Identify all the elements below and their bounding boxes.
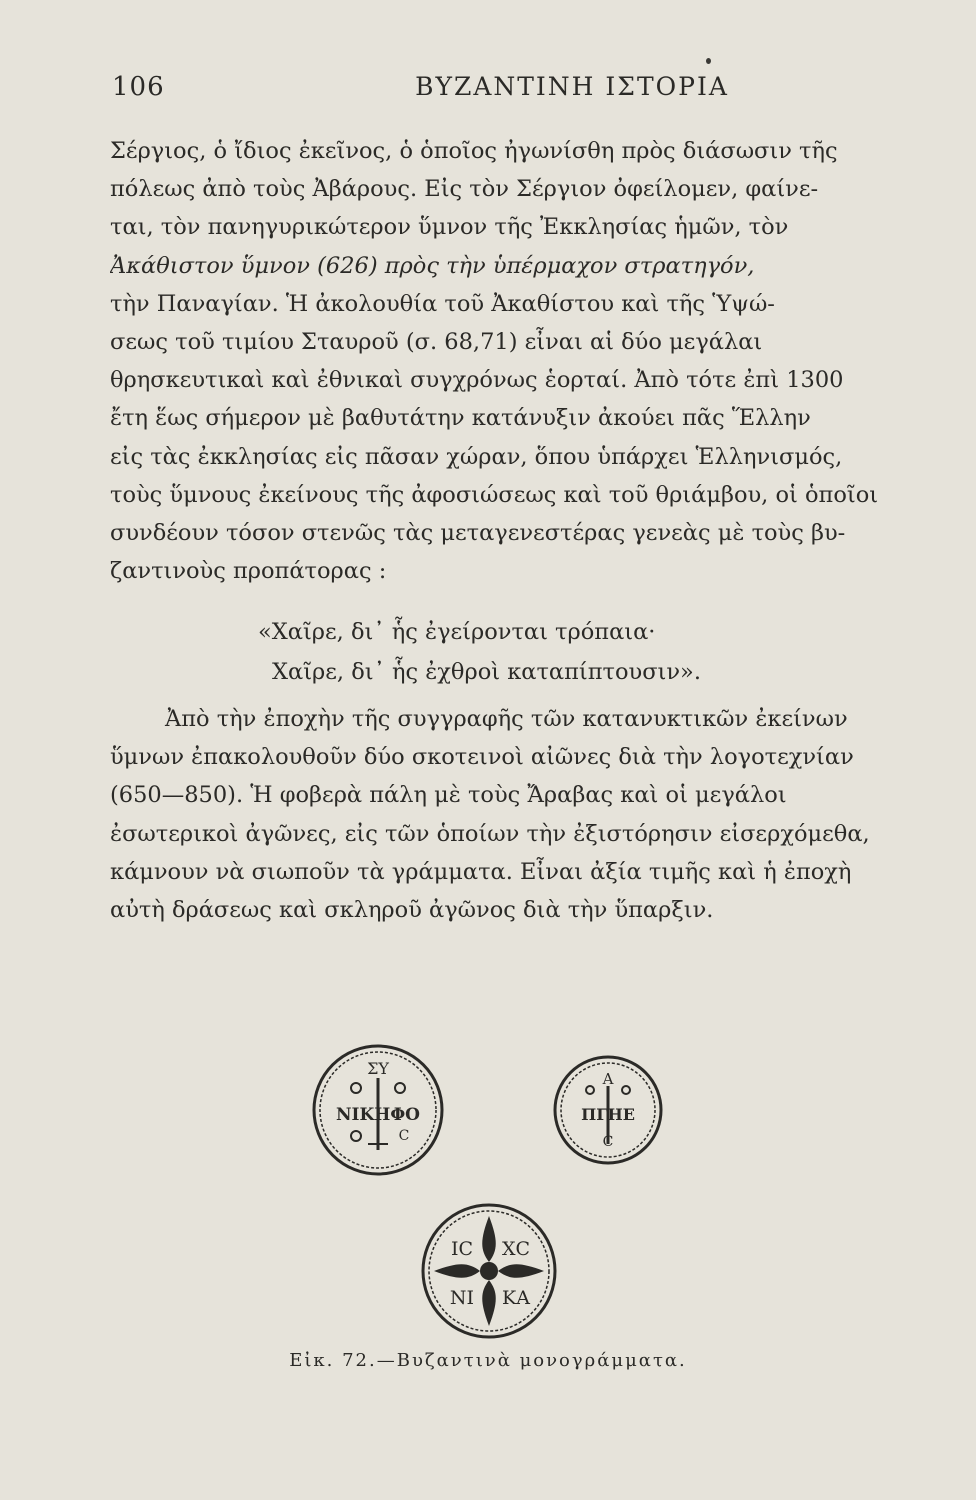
text-line: αὐτὴ δράσεως καὶ σκληροῦ ἀγῶνος διὰ τὴν ὕπαρξιν. xyxy=(110,896,714,923)
monogram-cross-bl: ΝΙ xyxy=(449,1287,475,1309)
text-line: πόλεως ἀπὸ τοὺς Ἀβάρους. Εἰς τὸν Σέργιον ὀφείλομεν, φαίνε- xyxy=(110,176,819,203)
text-line: συνδέουν τόσον στενῶς τὰς μεταγενεστέρας γενεὰς μὲ τοὺς βυ- xyxy=(110,519,846,546)
monogram-right-bottom: C xyxy=(602,1134,614,1150)
monogram-right-row: ΠΓΗΕ xyxy=(581,1105,635,1124)
text-line: Σέργιος, ὁ ἴδιος ἐκεῖνος, ὁ ὁποῖος ἠγωνίσθη πρὸς διάσωσιν τῆς xyxy=(110,138,838,164)
text-line: ἔτη ἕως σήμερον μὲ βαθυτάτην κατάνυξιν ἀκούει πᾶς Ἕλλην xyxy=(110,405,811,432)
monogram-cross-tr: ΧC xyxy=(501,1238,531,1260)
quote-line: «Χαῖρε, δι᾿ ἧς ἐγείρονται τρόπαια· xyxy=(258,619,656,645)
monogram-right-top: Α xyxy=(602,1070,614,1088)
monogram-left-bottom: C xyxy=(398,1128,410,1144)
text-line: σεως τοῦ τιμίου Σταυροῦ (σ. 68,71) εἶναι αἱ δύο μεγάλαι xyxy=(110,328,763,355)
running-title: ΒΥΖΑΝΤΙΝΗ ΙΣΤΟΡΙΑ xyxy=(415,72,729,101)
monograms-figure xyxy=(0,1030,976,1390)
figure-caption: Εἰκ. 72.—Βυζαντινὰ μονογράμματα. xyxy=(289,1350,687,1371)
text-line: κάμνουν νὰ σιωποῦν τὰ γράμματα. Εἶναι ἀξία τιμῆς καὶ ἡ ἐποχὴ xyxy=(110,858,852,885)
monogram-cross-tl: ΙC xyxy=(450,1238,474,1260)
text-line: τοὺς ὕμνους ἐκείνους τῆς ἀφοσιώσεως καὶ τοῦ θριάμβου, οἱ ὁποῖοι xyxy=(110,481,879,508)
paragraph-2 xyxy=(110,700,900,929)
monogram-cross-br: ΚΑ xyxy=(502,1287,530,1309)
quote-line: Χαῖρε, δι᾿ ἧς ἐχθροὶ καταπίπτουσιν». xyxy=(272,659,701,685)
paragraph-1 xyxy=(110,132,900,590)
text-line: εἰς τὰς ἐκκλησίας εἰς πᾶσαν χώραν, ὅπου ὑπάρχει Ἑλληνισμός, xyxy=(110,443,843,470)
monogram-left-top: ΣΥ xyxy=(367,1059,389,1078)
text-line: Ἀπὸ τὴν ἐποχὴν τῆς συγγραφῆς τῶν κατανυκτικῶν ἐκείνων xyxy=(165,706,848,732)
monogram-left-image xyxy=(308,1040,448,1180)
monogram-right-image xyxy=(550,1052,666,1168)
text-line: τὴν Παναγίαν. Ἡ ἀκολουθία τοῦ Ἀκαθίστου καὶ τῆς Ὑψώ- xyxy=(110,290,775,317)
text-line: (650—850). Ἡ φοβερὰ πάλη μὲ τοὺς Ἄραβας καὶ οἱ μεγάλοι xyxy=(110,782,787,809)
monogram-left-row: ΝΙΚΗΦΟ xyxy=(336,1105,420,1125)
hymn-quote xyxy=(110,612,900,692)
page-number: 106 xyxy=(112,72,165,102)
text-line: ὕμνων ἐπακολουθοῦν δύο σκοτεινοὶ αἰῶνες διὰ τὴν λογοτεχνίαν xyxy=(110,744,854,771)
text-line: ἐσωτερικοὶ ἀγῶνες, εἰς τῶν ὁποίων τὴν ἐξιστόρησιν εἰσερχόμεθα, xyxy=(110,820,870,847)
text-line: θρησκευτικαὶ καὶ ἐθνικαὶ συγχρόνως ἑορταί. Ἀπὸ τότε ἐπὶ 1300 xyxy=(110,367,844,394)
page-header xyxy=(112,72,902,112)
print-speck xyxy=(706,58,711,64)
text-line: Ἀκάθιστον ὕμνον (626) πρὸς τὴν ὑπέρμαχον στρατηγόν, xyxy=(110,252,755,279)
text-line: ζαντινοὺς προπάτορας : xyxy=(110,558,387,585)
text-line: ται, τὸν πανηγυρικώτερον ὕμνον τῆς Ἐκκλησίας ἡμῶν, τὸν xyxy=(110,214,789,241)
monogram-cross-image xyxy=(418,1200,560,1342)
